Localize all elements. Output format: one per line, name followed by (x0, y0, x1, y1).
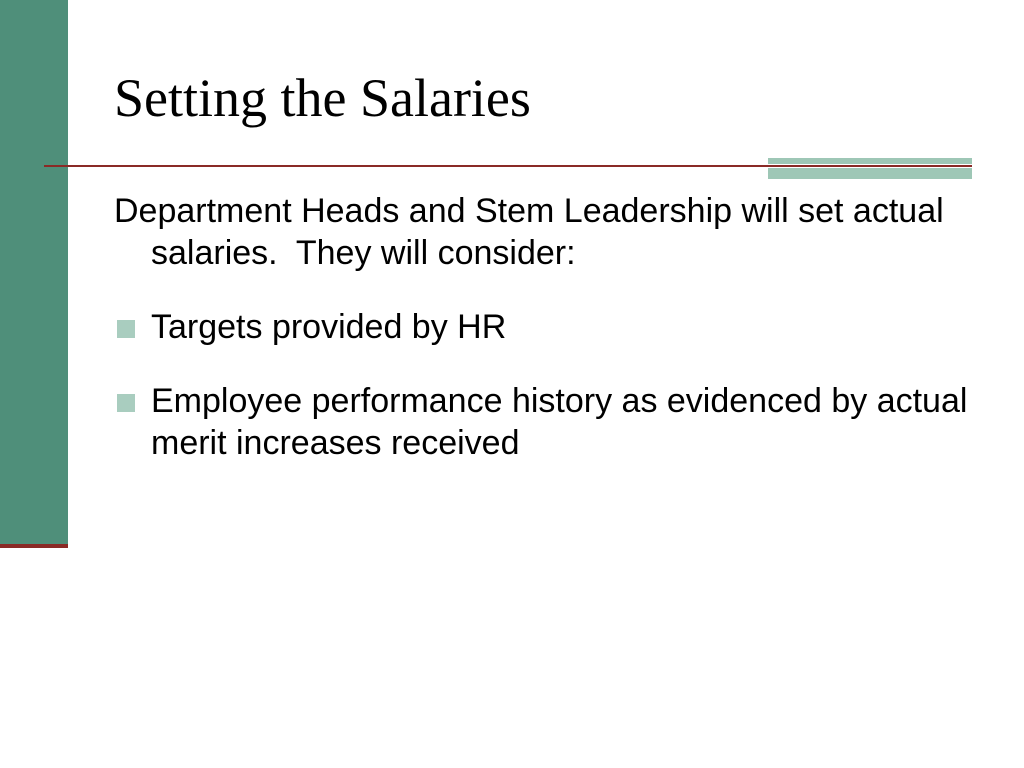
side-bar-rule (0, 544, 68, 548)
bullet-text: Targets provided by HR (151, 308, 507, 346)
bullet-item (114, 380, 974, 464)
square-bullet-icon (117, 394, 135, 412)
side-bar (0, 0, 68, 546)
title-rule (44, 165, 972, 167)
square-bullet-icon (117, 320, 135, 338)
bullet-item (114, 306, 974, 348)
slide-title: Setting the Salaries (114, 68, 531, 128)
slide-body (114, 190, 974, 464)
intro-paragraph: Department Heads and Stem Leadership will set actual salaries. They will consider: (114, 192, 954, 272)
bullet-list (114, 306, 974, 464)
accent-block (768, 158, 972, 179)
bullet-text: Employee performance history as evidenced by actual merit increases received (151, 382, 968, 462)
